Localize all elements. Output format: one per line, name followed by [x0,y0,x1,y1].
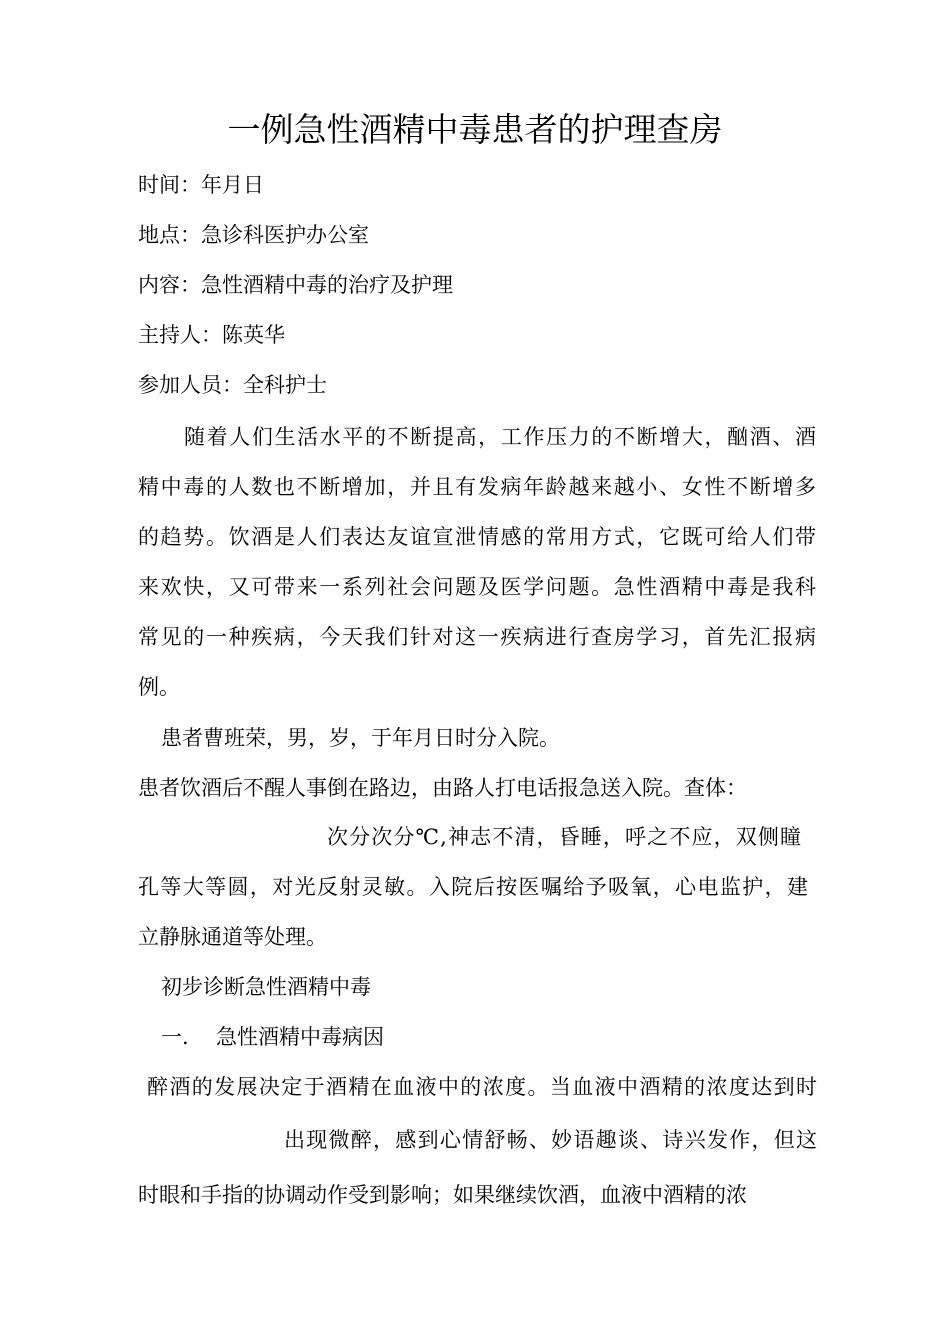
intro-line: 例。 [138,675,180,699]
meta-time: 时间：年月日 [138,173,264,197]
diagnosis-line: 初步诊断急性酒精中毒 [161,975,371,999]
section-number: 一. [161,1025,189,1049]
intro-line: 来欢快，又可带来一系列社会问题及医学问题。急性酒精中毒是我科 [138,575,816,599]
section-body-line: 醉酒的发展决定于酒精在血液中的浓度。当血液中酒精的浓度达到时 [147,1075,817,1099]
case-exam-line: 立静脉通道等处理。 [138,925,327,949]
meta-host: 主持人：陈英华 [138,323,285,347]
intro-line: 的趋势。饮酒是人们表达友谊宣泄情感的常用方式，它既可给人们带 [138,525,816,549]
case-patient-line: 患者曹班荣，男，岁，于年月日时分入院。 [161,726,560,750]
case-exam-line: 次分次分℃,神志不清，昏睡，呼之不应，双侧瞳 [327,825,801,849]
intro-line: 随着人们生活水平的不断提高，工作压力的不断增大，酗酒、酒 [184,425,816,449]
case-history-line: 患者饮酒后不醒人事倒在路边，由路人打电话报急送入院。查体： [138,776,747,800]
meta-location: 地点：急诊科医护办公室 [138,223,369,247]
section-body-line: 出现微醉，感到心情舒畅、妙语趣谈、诗兴发作，但这 [284,1128,817,1152]
intro-line: 精中毒的人数也不断增加，并且有发病年龄越来越小、女性不断增多 [138,475,816,499]
intro-line: 常见的一种疾病，今天我们针对这一疾病进行查房学习，首先汇报病 [138,625,816,649]
meta-content: 内容：急性酒精中毒的治疗及护理 [138,273,453,297]
section-heading: 急性酒精中毒病因 [216,1025,384,1049]
section-body-line: 时眼和手指的协调动作受到影响；如果继续饮酒，血液中酒精的浓 [138,1183,747,1207]
meta-participants: 参加人员：全科护士 [138,373,327,397]
case-exam-line: 孔等大等圆，对光反射灵敏。入院后按医嘱给予吸氧，心电监护，建 [138,875,808,899]
document-title: 一例急性酒精中毒患者的护理查房 [227,110,723,149]
